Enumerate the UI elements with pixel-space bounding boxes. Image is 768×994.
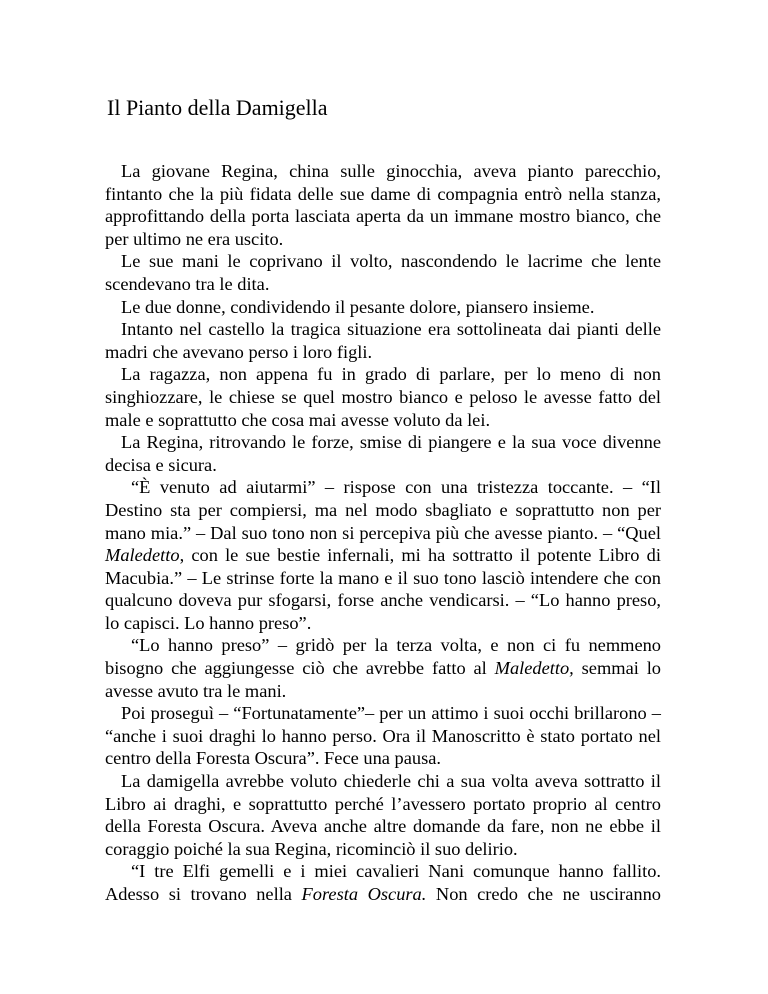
text-run: La ragazza, non appena fu in grado di parlare, per lo meno di non singhiozzare, le chiese se quel mostro bianco e peloso le avesse fatto del male e soprattutto che cosa mai avesse voluto da lei.	[105, 364, 661, 430]
text-run: La giovane Regina, china sulle ginocchia, aveva pianto parecchio, fintanto che la più fidata delle sue dame di compagnia entrò nella stanza, approfittando della porta lasciata aperta da un immane mostro bianco, che per ultimo ne era uscito.	[105, 161, 661, 249]
paragraph	[105, 634, 661, 702]
text-run: semmai lo avesse avuto tra le mani.	[105, 658, 662, 701]
paragraph	[105, 318, 661, 363]
paragraph	[105, 250, 661, 295]
paragraph	[105, 770, 661, 860]
text-run: , con le sue bestie infernali, mi ha sottratto il potente Libro di Macubia.” – Le strinse forte la mano e il suo tono lasciò intendere che con qualcuno doveva pur sfogarsi, forse anche vendicarsi. – “Lo hanno preso, lo capisci. Lo hanno preso”.	[105, 545, 661, 633]
text-run: “I tre Elfi gemelli e i miei cavalieri Nani comunque hanno fallito. Adesso si trovano nella	[105, 861, 661, 904]
text-run: Intanto nel castello la tragica situazione era sottolineata dai pianti delle madri che avevano perso i loro figli.	[105, 319, 661, 362]
paragraph	[105, 296, 661, 319]
paragraph	[105, 476, 661, 634]
paragraph	[105, 431, 661, 476]
paragraph	[105, 363, 661, 431]
text-run: Le sue mani le coprivano il volto, nascondendo le lacrime che lente scendevano tra le dita.	[105, 251, 661, 294]
paragraph	[105, 860, 661, 905]
italic-text: Maledetto,	[494, 658, 574, 679]
text-run: Poi proseguì – “Fortunatamente”– per un attimo i suoi occhi brillarono – “anche i suoi draghi lo hanno perso. Ora il Manoscritto è stato portato nel centro della Foresta Oscura”. Fece una pausa.	[105, 703, 661, 769]
text-run: Non credo che ne usciranno	[426, 884, 661, 904]
text-run: La damigella avrebbe voluto chiederle chi a sua volta aveva sottratto il Libro ai draghi, e soprattutto perché l’avessero portato proprio al centro della Foresta Oscura. Aveva anche altre domande da fare, non ne ebbe il coraggio poiché la sua Regina, ricominciò il suo delirio.	[105, 771, 661, 859]
text-run: La Regina, ritrovando le forze, smise di piangere e la sua voce divenne decisa e sicura.	[105, 432, 661, 475]
text-run: “È venuto ad aiutarmi” – rispose con una tristezza toccante. – “Il Destino sta per compiersi, ma nel modo sbagliato e soprattutto non per mano mia.” – Dal suo tono non si percepiva più che avesse pianto. – “Quel	[105, 477, 661, 543]
text-run: Le due donne, condividendo il pesante dolore, piansero insieme.	[121, 296, 595, 317]
paragraph	[105, 702, 661, 770]
italic-text: Maledetto	[105, 545, 180, 566]
text-run: “Lo hanno preso” – gridò per la terza volta, e non ci fu nemmeno bisogno che aggiungesse ciò che avrebbe fatto al	[105, 635, 661, 679]
paragraph	[105, 160, 661, 250]
story-text	[105, 160, 661, 906]
page-title: Il Pianto della Damigella	[107, 95, 328, 120]
italic-text: Foresta Oscura.	[301, 884, 427, 904]
